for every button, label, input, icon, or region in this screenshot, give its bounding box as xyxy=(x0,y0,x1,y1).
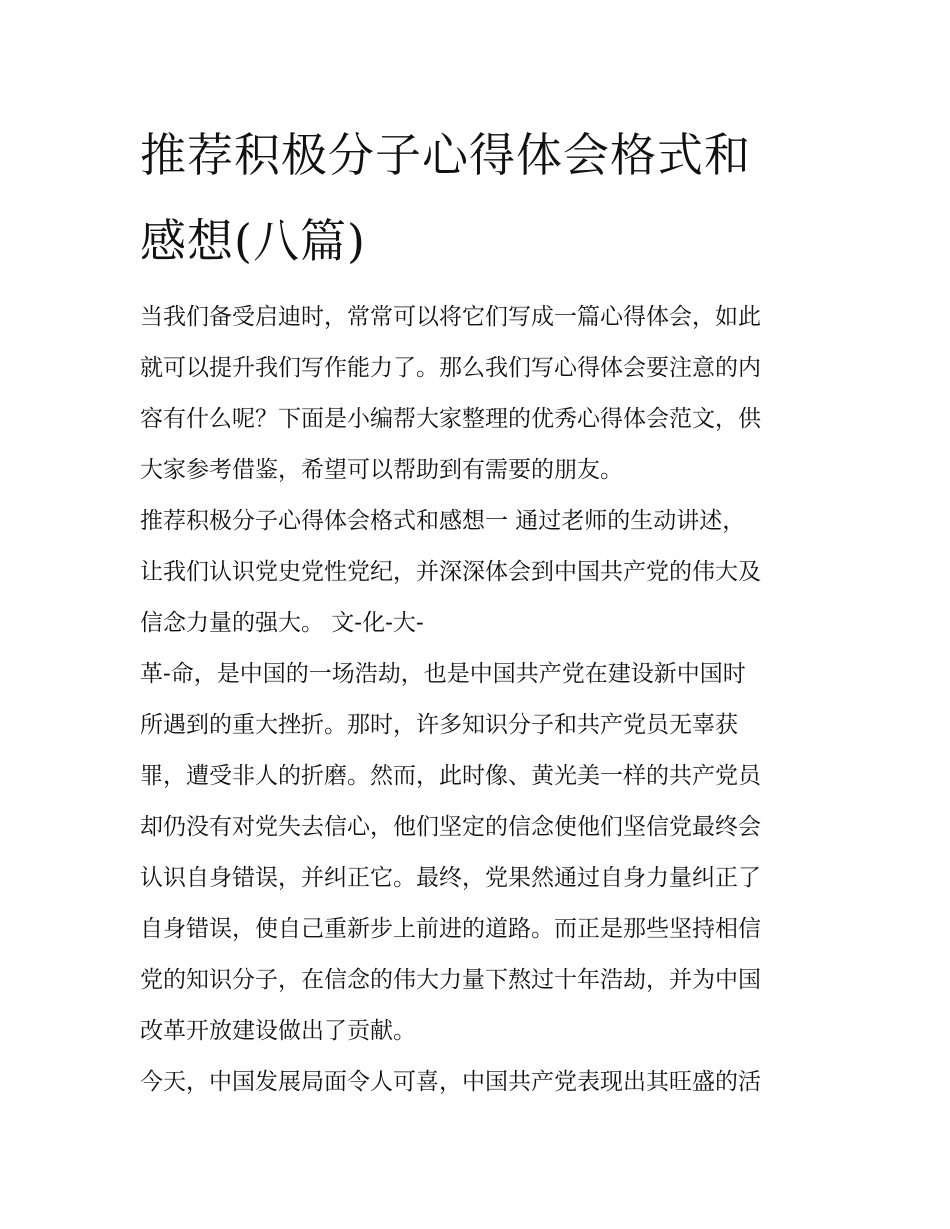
text-line: 所遇到的重大挫折。那时，许多知识分子和共产党员无辜获 xyxy=(140,712,738,738)
intro-paragraph xyxy=(140,292,820,496)
text-line: 改革开放建设做出了贡献。 xyxy=(140,1018,416,1044)
body-paragraph xyxy=(140,649,820,1057)
text-line: 罪，遭受非人的折磨。然而，此时像、黄光美一样的共产党员 xyxy=(140,763,761,789)
text-line: 当我们备受启迪时，常常可以将它们写成一篇心得体会，如此 xyxy=(140,304,761,330)
title-line-2: 感想(八篇) xyxy=(140,214,366,268)
text-line: 党的知识分子，在信念的伟大力量下熬过十年浩劫，并为中国 xyxy=(140,967,761,993)
essay-one-opening-paragraph xyxy=(140,496,820,649)
title-line-1: 推荐积极分子心得体会格式和 xyxy=(140,128,751,182)
text-line: 自身错误，使自己重新步上前进的道路。而正是那些坚持相信 xyxy=(140,916,761,942)
text-line: 推荐积极分子心得体会格式和感想一 通过老师的生动讲述， xyxy=(140,508,746,534)
text-line: 让我们认识党史党性党纪，并深深体会到中国共产党的伟大及 xyxy=(140,559,761,585)
text-line: 革-命，是中国的一场浩劫，也是中国共产党在建设新中国时 xyxy=(140,661,746,687)
text-line: 却仍没有对党失去信心，他们坚定的信念使他们坚信党最终会 xyxy=(140,814,761,840)
text-line: 大家参考借鉴，希望可以帮助到有需要的朋友。 xyxy=(140,457,623,483)
text-line: 信念力量的强大。 文-化-大- xyxy=(140,610,424,636)
text-line: 就可以提升我们写作能力了。那么我们写心得体会要注意的内 xyxy=(140,355,761,381)
text-line: 容有什么呢？下面是小编帮大家整理的优秀心得体会范文，供 xyxy=(140,406,761,432)
text-line: 今天，中国发展局面令人可喜，中国共产党表现出其旺盛的活 xyxy=(140,1069,761,1095)
closing-paragraph xyxy=(140,1057,820,1108)
document-title xyxy=(140,112,820,284)
document-page xyxy=(140,112,820,1108)
text-line: 认识自身错误，并纠正它。最终，党果然通过自身力量纠正了 xyxy=(140,865,761,891)
